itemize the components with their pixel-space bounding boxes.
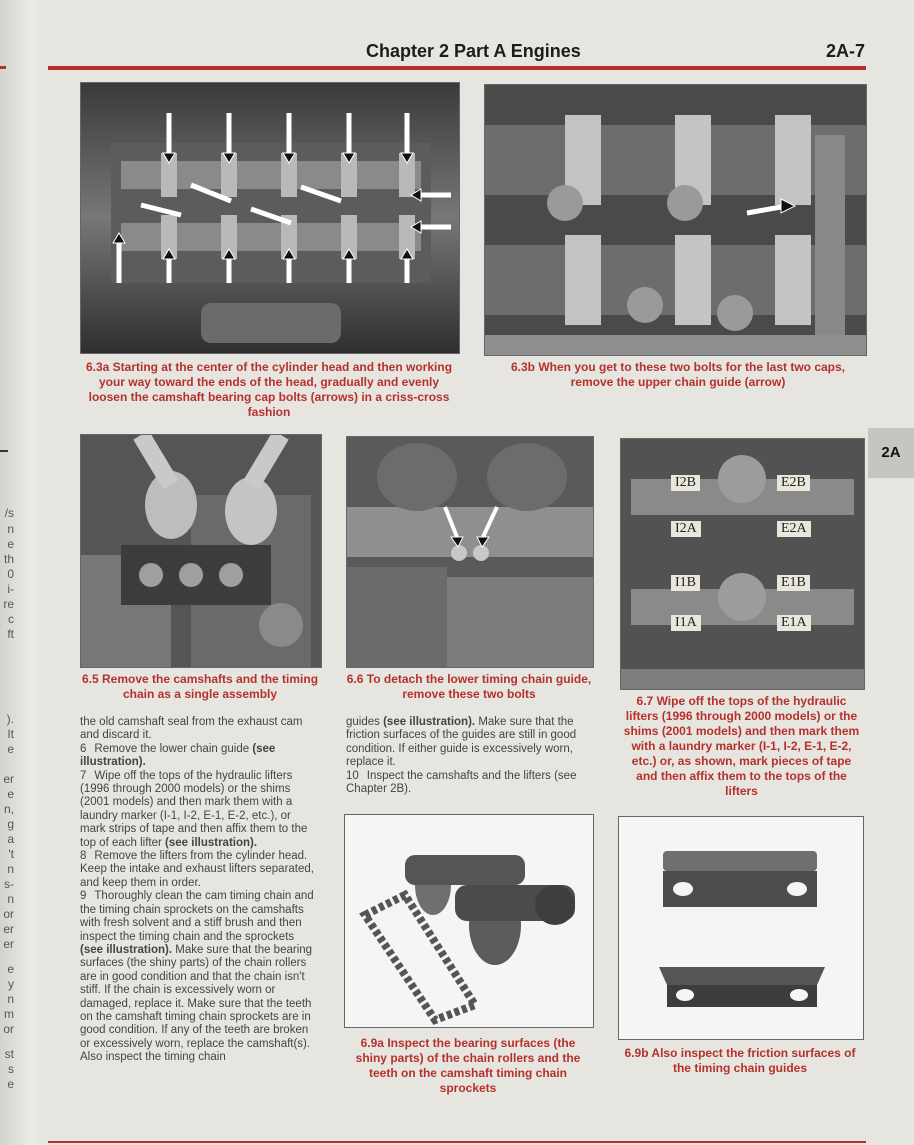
- caption-6-6: 6.6 To detach the lower timing chain guide, remove these two bolts: [346, 672, 592, 701]
- step-6: [80, 743, 318, 770]
- caption-6-9a: 6.9a Inspect the bearing surfaces (the shiny parts) of the chain rollers and the teeth on the camshaft timing chain sprockets: [355, 1036, 581, 1095]
- paragraph-intro: the old camshaft seal from the exhaust cam and discard it.: [80, 716, 303, 742]
- tape-label: I2B: [671, 475, 700, 491]
- timing-chain-sprockets-illustration: [345, 815, 593, 1027]
- margin-fragment: It: [7, 727, 14, 741]
- para-text: guides: [346, 716, 380, 728]
- photo-6-6: [346, 436, 594, 668]
- margin-fragment: n: [7, 862, 14, 876]
- step-number: 10: [346, 769, 359, 782]
- step-7: [80, 770, 318, 850]
- margin-fragment: m: [4, 1007, 14, 1021]
- step-text: Remove the lower chain guide: [94, 742, 250, 755]
- illustration-ref: (see illustration).: [165, 836, 258, 849]
- illustration-ref: (see illustration).: [80, 742, 276, 769]
- caption-6-5: 6.5 Remove the camshafts and the timing chain as a single assembly: [81, 672, 319, 701]
- camshaft-cap-bolts-illustration: [81, 83, 459, 353]
- margin-fragment: i-: [7, 582, 14, 596]
- tape-label: I2A: [671, 521, 701, 537]
- photo-6-5: [80, 434, 322, 668]
- step-text: Wipe off the tops of the hydraulic lifters (1996 through 2000 models) or the shims (2001 models) and then mark them with a laundry marker (I-1, I-2, E-1, E-2, etc.), or mark strips of tape and then affix them to the top of each lifter: [80, 769, 308, 849]
- photo-6-3a: [80, 82, 460, 354]
- margin-fragment: ).: [6, 712, 14, 726]
- upper-chain-guide-illustration: [485, 85, 866, 355]
- margin-fragment: st: [4, 1047, 14, 1061]
- margin-fragment: a: [7, 832, 14, 846]
- margin-fragment: er: [3, 937, 14, 951]
- step-8: [80, 850, 318, 890]
- step-number: 6: [80, 742, 87, 755]
- paragraph-continued: [346, 716, 592, 770]
- margin-fragment: re: [3, 597, 14, 611]
- camshaft-removal-illustration: [81, 435, 321, 667]
- tape-label: E2A: [777, 521, 811, 537]
- illustration-ref: (see illustration).: [383, 716, 476, 728]
- illustration-ref: (see illustration).: [80, 943, 173, 956]
- margin-fragment: n: [7, 992, 14, 1006]
- margin-fragment: s: [8, 1062, 14, 1076]
- page-number: 2A-7: [826, 41, 866, 61]
- margin-fragment: 0: [7, 567, 14, 581]
- tape-label: E1A: [777, 615, 811, 631]
- margin-fragment: ft: [7, 627, 14, 641]
- margin-fragment: or: [3, 907, 14, 921]
- photo-6-7: [620, 438, 865, 690]
- margin-fragment: 't: [8, 847, 14, 861]
- step-text: Inspect the camshafts and the lifters (see Chapter 2B).: [346, 769, 577, 796]
- step-text-cont: Make sure that the bearing surfaces (the shiny parts) of the chain rollers are in good condition and that the chain isn't stiff. If the chain is excessively worn or damaged, replace it. Make sure that the teeth on the camshaft timing chain sprockets are in good condition. If any of the teeth are broken or excessively worn, replace the camshaft(s). Also inspect the timing chain: [80, 943, 313, 1064]
- margin-fragment: e: [7, 537, 14, 551]
- binding-accent-mark: [0, 66, 6, 69]
- margin-fragment: er: [3, 772, 14, 786]
- margin-fragment: e: [7, 787, 14, 801]
- footer-rule: [48, 1141, 866, 1143]
- caption-6-3b: 6.3b When you get to these two bolts for the last two caps, remove the upper chain guide (arrow): [510, 360, 846, 389]
- chain-guides-illustration: [619, 817, 863, 1039]
- margin-fragment: s-: [4, 877, 14, 891]
- lower-chain-guide-illustration: [347, 437, 593, 667]
- photo-6-9b: [618, 816, 864, 1040]
- step-number: 9: [80, 890, 87, 903]
- tape-label: E1B: [777, 575, 810, 591]
- margin-fragment: e: [7, 742, 14, 756]
- margin-fragment: e: [7, 962, 14, 976]
- tape-label: I1B: [671, 575, 700, 591]
- margin-fragment: n: [7, 892, 14, 906]
- para-text-cont: Make sure that the friction surfaces of the guides are still in good condition. If either guide is excessively worn, replace it.: [346, 716, 577, 769]
- binding-tick-mark: [0, 450, 8, 452]
- margin-fragment: g: [7, 817, 14, 831]
- caption-6-7: 6.7 Wipe off the tops of the hydraulic lifters (1996 through 2000 models) or the shims (2001 models) and then mark them with a laundry marker (I-1, I-2, E-1, E-2, etc.) or, as shown, mark pieces of tape and then affix them to the tops of the lifters: [623, 694, 860, 798]
- body-column-2: [346, 716, 592, 796]
- step-text: Thoroughly clean the cam timing chain and the timing chain sprockets on the camshafts with fresh solvent and a stiff brush and then inspect the timing chain and the sprockets: [80, 890, 314, 943]
- step-9: [80, 890, 318, 1064]
- photo-6-9a: [344, 814, 594, 1028]
- margin-fragment: th: [3, 552, 14, 566]
- step-text: Remove the lifters from the cylinder head. Keep the intake and exhaust lifters separated, and keep them in order.: [80, 850, 314, 889]
- photo-6-3b: [484, 84, 867, 356]
- header-rule: [48, 66, 866, 70]
- caption-6-9b: 6.9b Also inspect the friction surfaces of the timing chain guides: [624, 1046, 856, 1075]
- margin-fragment: c: [8, 612, 14, 626]
- margin-fragment: n,: [3, 802, 14, 816]
- section-tab: 2A: [868, 428, 914, 478]
- margin-fragment: n: [7, 522, 14, 536]
- margin-fragment: e: [7, 1077, 14, 1091]
- caption-6-3a: 6.3a Starting at the center of the cylinder head and then working your way toward the ends of the head, gradually and evenly loosen the camshaft bearing cap bolts (arrows) in a criss-cross fashion: [85, 360, 453, 419]
- tape-label: I1A: [671, 615, 701, 631]
- step-number: 8: [80, 850, 87, 863]
- chapter-title: Chapter 2 Part A Engines: [366, 41, 581, 61]
- margin-fragment: er: [3, 922, 14, 936]
- step-10: [346, 770, 592, 797]
- lifter-marking-illustration: [621, 439, 864, 689]
- step-number: 7: [80, 769, 87, 782]
- margin-fragment: /s: [4, 506, 14, 520]
- margin-fragment: or: [3, 1022, 14, 1036]
- margin-fragment: y: [8, 977, 14, 991]
- body-column-1: [80, 716, 318, 1065]
- tape-label: E2B: [777, 475, 810, 491]
